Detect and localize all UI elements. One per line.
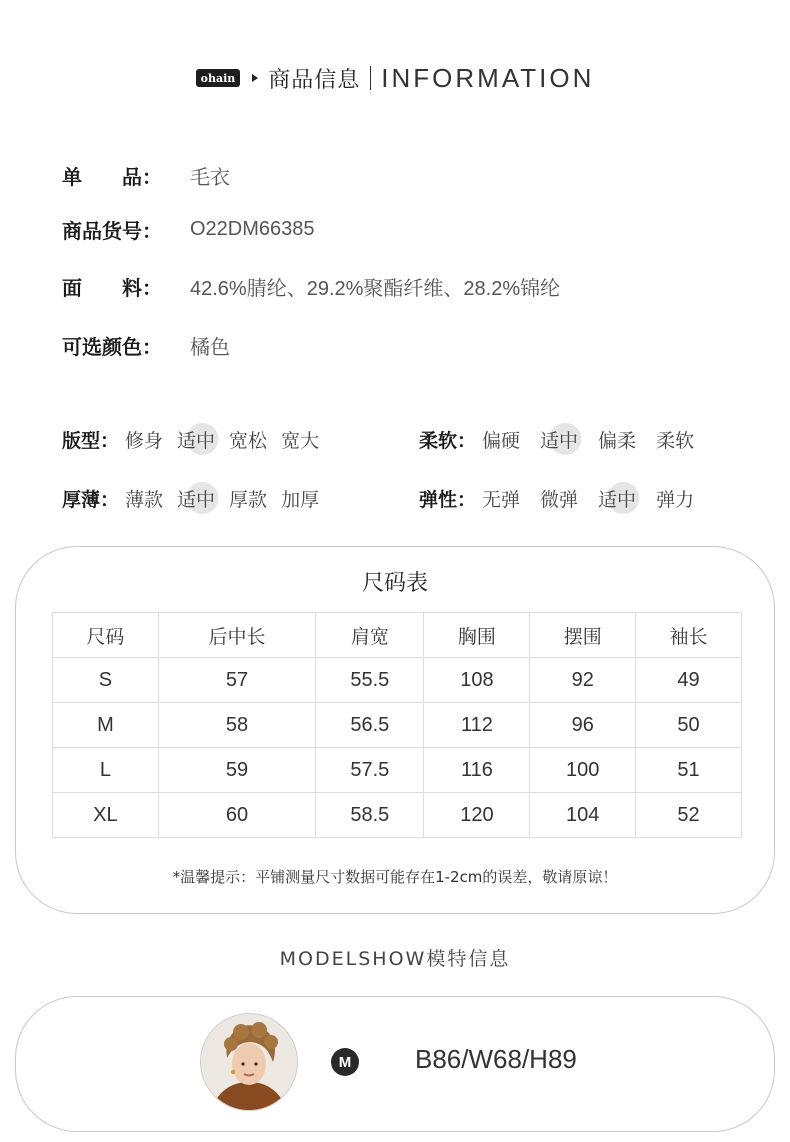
table-cell: 50	[636, 703, 742, 748]
header-title-cn: 商品信息	[268, 67, 361, 93]
table-cell: 59	[158, 748, 315, 793]
size-chart-title: 尺码表	[361, 571, 428, 596]
play-arrow-icon	[252, 74, 258, 82]
info-value: 橘色	[190, 336, 230, 359]
model-avatar	[200, 1013, 298, 1111]
table-cell: 57	[158, 658, 315, 703]
size-chart-note: *温馨提示：平铺测量尺寸数据可能存在1-2cm的误差，敬请原谅！	[172, 868, 618, 886]
table-cell: 52	[636, 793, 742, 838]
section-header	[0, 56, 790, 100]
table-cell: 116	[424, 748, 530, 793]
table-row	[53, 748, 742, 793]
attr-option: 微弹	[540, 488, 579, 511]
attr-thickness	[62, 483, 319, 513]
header-divider	[370, 66, 371, 90]
model-portrait-icon	[201, 1014, 297, 1110]
table-cell: M	[53, 703, 159, 748]
table-cell: 92	[530, 658, 636, 703]
table-cell: 51	[636, 748, 742, 793]
table-header-cell: 胸围	[424, 613, 530, 658]
info-row-sku	[62, 214, 315, 244]
table-cell: 120	[424, 793, 530, 838]
table-header-cell: 袖长	[636, 613, 742, 658]
header-title-en: INFORMATION	[381, 62, 595, 93]
attr-option: 宽大	[281, 429, 320, 452]
table-cell: L	[53, 748, 159, 793]
model-measurements: B86/W68/H89	[415, 1044, 577, 1074]
table-cell: 49	[636, 658, 742, 703]
attr-label: 柔软：	[419, 429, 477, 452]
table-header-cell: 摆围	[530, 613, 636, 658]
attr-option: 弹力	[656, 488, 695, 511]
table-header-cell: 肩宽	[316, 613, 424, 658]
attr-label: 厚薄：	[62, 488, 120, 511]
attr-softness	[419, 424, 694, 454]
size-table	[52, 612, 742, 838]
attr-label: 弹性：	[419, 488, 477, 511]
attr-option-selected: 适中	[598, 485, 636, 512]
attr-option: 偏柔	[598, 429, 637, 452]
attr-option: 修身	[125, 429, 164, 452]
attr-option: 宽松	[229, 429, 268, 452]
table-cell: 58.5	[316, 793, 424, 838]
table-row	[53, 658, 742, 703]
table-cell: 56.5	[316, 703, 424, 748]
table-cell: 57.5	[316, 748, 424, 793]
info-label: 面 料：	[62, 275, 162, 300]
table-cell: 112	[424, 703, 530, 748]
table-header-cell: 后中长	[158, 613, 315, 658]
table-cell: 96	[530, 703, 636, 748]
model-info-card	[15, 996, 775, 1132]
attr-elasticity	[419, 483, 694, 513]
attr-option: 加厚	[281, 488, 320, 511]
info-row-color	[62, 330, 230, 360]
table-header-row	[53, 613, 742, 658]
info-row-fabric	[62, 271, 560, 301]
attr-option: 薄款	[125, 488, 164, 511]
table-header-cell: 尺码	[53, 613, 159, 658]
brand-logo: ohain	[196, 69, 241, 87]
table-cell: 108	[424, 658, 530, 703]
attr-option: 偏硬	[482, 429, 521, 452]
info-value: O22DM66385	[190, 217, 315, 240]
info-label: 可选颜色：	[62, 334, 162, 359]
table-cell: 55.5	[316, 658, 424, 703]
info-value: 42.6%腈纶、29.2%聚酯纤维、28.2%锦纶	[190, 277, 561, 300]
model-size-badge: M	[331, 1048, 359, 1076]
table-cell: 104	[530, 793, 636, 838]
info-label: 商品货号：	[62, 218, 162, 243]
table-cell: 100	[530, 748, 636, 793]
table-row	[53, 793, 742, 838]
attr-option: 柔软	[656, 429, 695, 452]
table-row	[53, 703, 742, 748]
attr-label: 版型：	[62, 429, 120, 452]
info-label: 单 品：	[62, 164, 162, 189]
table-cell: XL	[53, 793, 159, 838]
attr-option: 无弹	[482, 488, 521, 511]
attr-option-selected: 适中	[177, 485, 215, 512]
info-value: 毛衣	[190, 166, 230, 189]
attr-option-selected: 适中	[540, 426, 578, 453]
attr-option-selected: 适中	[177, 426, 215, 453]
table-cell: 58	[158, 703, 315, 748]
attr-option: 厚款	[229, 488, 268, 511]
model-section-title: MODELSHOW模特信息	[279, 948, 511, 970]
table-cell: 60	[158, 793, 315, 838]
attr-fit	[62, 424, 319, 454]
info-row-item	[62, 160, 230, 190]
table-cell: S	[53, 658, 159, 703]
